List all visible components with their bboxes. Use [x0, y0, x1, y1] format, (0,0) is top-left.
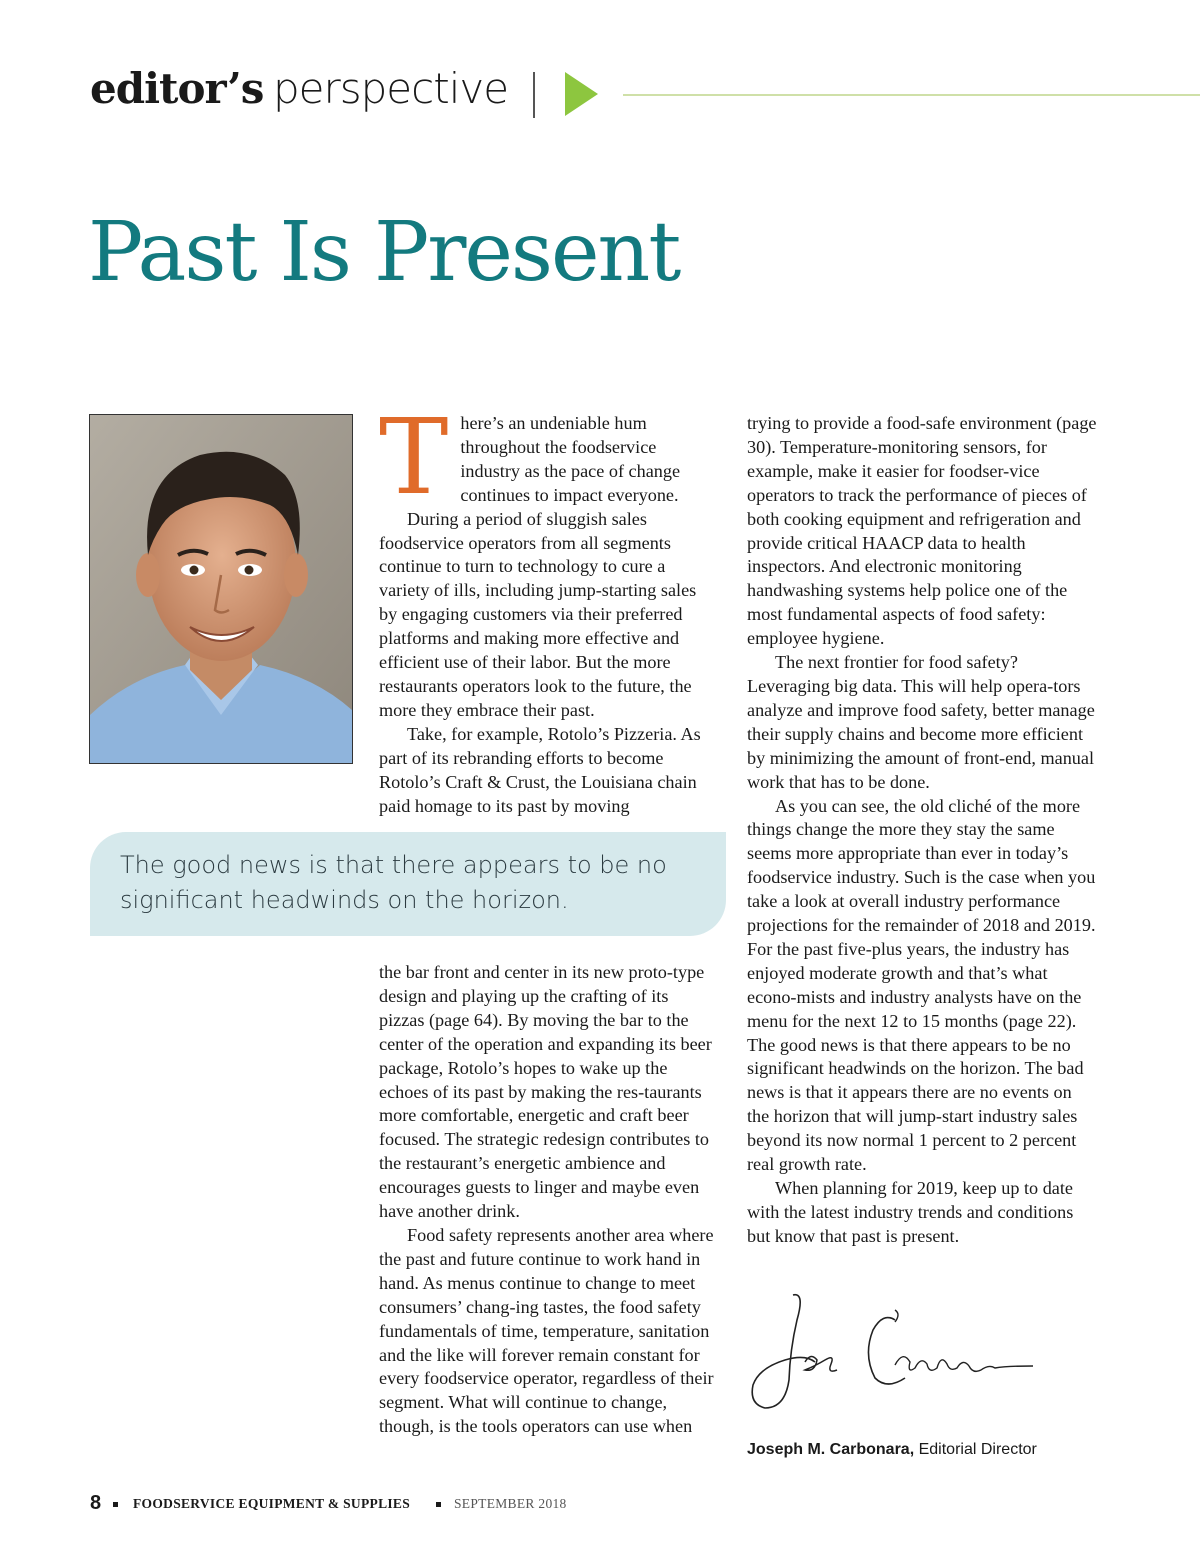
pull-quote [90, 832, 726, 936]
paragraph: When planning for 2019, keep up to date with the latest industry trends and conditions but know that past is present. [747, 1178, 1074, 1246]
play-arrow-icon [565, 72, 598, 116]
paragraph: Take, for example, Rotolo’s Pizzeria. As part of its rebranding efforts to become Rotolo’s Craft & Crust, the Louisiana chain paid homage to its past by moving [379, 723, 701, 816]
pull-quote-text: The good news is that there appears to be no significant headwinds on the horizon. [120, 851, 667, 914]
paragraph [379, 396, 717, 518]
section-header [90, 62, 1200, 122]
paragraph: trying to provide a food-safe environment (page 30). Temperature-monitoring sensors, for example, make it easier for foodser-vice operators to track the performance of pieces of both cooking equipment and refrigeration and provide critical HAACP data to health inspectors. And electronic monitoring handwashing systems help police one of the most fundamental aspects of food safety: employee hygiene. [747, 413, 1097, 649]
column-1-top [379, 396, 717, 818]
page-number: 8 [90, 1492, 102, 1514]
paragraph: The next frontier for food safety? Leveraging big data. This will help opera-tors analyze and improve food safety, better manage their supply chains and become more efficient by minimizing the amount of front-end, manual work that has to be done. [747, 652, 1095, 792]
dropcap: T [379, 396, 449, 518]
header-divider [533, 72, 535, 118]
footer-separator [436, 1502, 441, 1507]
issue-date: SEPTEMBER 2018 [454, 1496, 567, 1511]
header-rule [623, 94, 1200, 96]
author-photo [89, 414, 353, 764]
paragraph: As you can see, the old cliché of the more things change the more they stay the same seems more appropriate than ever in today’s foodservice industry. Such is the case when you take a look at overall industry performance projections for the remainder of 2018 and 2019. For the past five-plus years, the industry has enjoyed moderate growth and that’s what econo-mists and industry analysts have on the menu for the next 12 to 15 months (page 22). The good news is that there appears to be no significant headwinds on the horizon. The bad news is that it appears there are no events on the horizon that will jump-start industry sales beyond its now normal 1 percent to 2 percent real growth rate. [747, 795, 1096, 1175]
signature [745, 1290, 1045, 1420]
column-2 [747, 412, 1097, 1249]
paragraph-text: here’s an undeniable hum throughout the foodservice industry as the pace of change continues to impact everyone. [460, 413, 681, 505]
column-1-bottom [379, 961, 717, 1439]
section-label-light: perspective [273, 64, 509, 113]
article-title: Past Is Present [88, 205, 680, 300]
paragraph: During a period of sluggish sales foodservice operators from all segments continue to turn to technology to cure a variety of ills, including jump-starting sales by engaging customers via their preferred platforms and making more effective and efficient use of their labor. But the more restaurants operators look to the future, the more they embrace their past. [379, 508, 697, 720]
footer-separator [113, 1502, 118, 1507]
byline-title: Editorial Director [918, 1441, 1037, 1458]
byline [747, 1441, 1037, 1459]
section-label-bold: editor’s [90, 64, 264, 113]
paragraph: Food safety represents another area where the past and future continue to work hand in hand. As menus continue to change to meet consumers’ chang-ing tastes, the food safety fundamentals of time, temperature, sanitation and the like will forever remain constant for every foodservice operator, regardless of their segment. What will continue to change, though, is the tools operators can use when [379, 1224, 714, 1437]
byline-name: Joseph M. Carbonara, [747, 1441, 915, 1458]
paragraph: the bar front and center in its new proto-type design and playing up the crafting of its pizzas (page 64). By moving the bar to the center of the operation and expanding its beer package, Rotolo’s hopes to wake up the echoes of its past by making the res-taurants more comfortable, energetic and craft beer focused. The strategic redesign contributes to the restaurant’s energetic ambience and encourages guests to linger and maybe even have another drink. [379, 962, 712, 1222]
publication-name: FOODSERVICE EQUIPMENT & SUPPLIES [133, 1496, 411, 1511]
